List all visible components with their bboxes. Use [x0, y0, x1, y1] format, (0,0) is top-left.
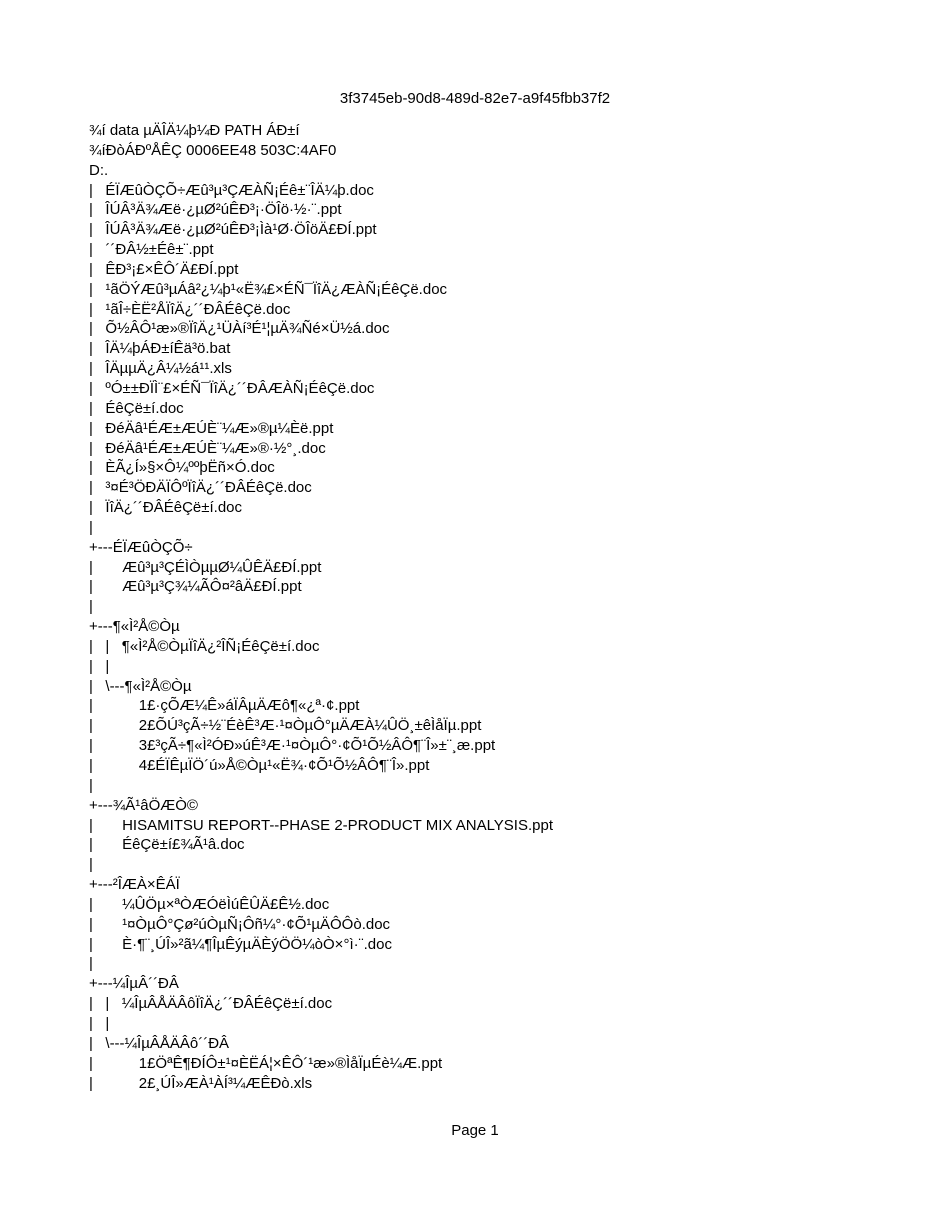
- tree-line: | ÉÏÆûÒÇÕ÷Æû³µ³ÇÆÀÑ¡Éê±¨ÎÄ¼þ.doc: [89, 181, 374, 199]
- tree-line: | ¼ÛÖµ×ªÒÆÓëÌúÊÛÄ£Ê½.doc: [89, 895, 330, 913]
- tree-line: +---ÉÏÆûÒÇÕ÷: [89, 538, 193, 556]
- tree-line: | ³¤É³ÖÐÄÏÔºÏîÄ¿´´ÐÂÉêÇë.doc: [89, 479, 312, 497]
- tree-line: |: [89, 856, 93, 874]
- tree-line: | 2£¸ÚÎ»ÆÀ¹ÀÍ³¼ÆÊÐò.xls: [89, 1074, 313, 1092]
- tree-line: | 4£ÉÏÊµÏÖ´ú»Å©Òµ¹«Ë¾·¢Õ¹Õ½ÂÔ¶¨Î».ppt: [89, 757, 430, 774]
- tree-line: ¾íÐòÁÐºÅÊÇ 0006EE48 503C:4AF0: [89, 141, 337, 159]
- tree-line: | |: [89, 1014, 110, 1032]
- tree-line: | ÎÄµµÄ¿Â¼½á¹¹.xls: [89, 360, 232, 378]
- tree-line: |: [89, 955, 93, 973]
- tree-line: | È·¶¨¸ÚÎ»²ã¼¶ÎµÊýµÄÈýÖÖ¼òÒ×°ì·¨.doc: [89, 935, 392, 953]
- tree-line: +---¶«Ì²Å©Òµ: [89, 618, 180, 636]
- tree-line: | 3£³çÃ÷¶«Ì²ÓÐ»úÊ³Æ·¹¤ÒµÔ°·¢Õ¹Õ½ÂÔ¶¨Î»±¨¸æ.ppt: [89, 737, 496, 755]
- tree-line: ¾í data µÄÎÄ¼þ¼Ð PATH ÁÐ±í: [89, 122, 300, 139]
- tree-line: | |: [89, 657, 110, 675]
- tree-line: |: [89, 518, 93, 536]
- tree-line: | Õ½ÂÔ¹æ»®ÏîÄ¿¹ÜÀí³É¹¦µÄ¾Ñé×Ü½á.doc: [89, 320, 390, 338]
- tree-line: | ¹ãÖÝÆû³µÁâ²¿¼þ¹«Ë¾£×ÉÑ¯ÏîÄ¿ÆÀÑ¡ÉêÇë.doc: [89, 280, 448, 298]
- tree-line: | 1£·çÕÆ¼Ê»áÏÂµÄÆô¶«¿ª·¢.ppt: [89, 697, 360, 715]
- tree-line: |: [89, 776, 93, 794]
- tree-line: | ÊÐ³¡£×ÊÔ´Ä£ÐÍ.ppt: [89, 260, 239, 278]
- tree-line: |: [89, 598, 93, 616]
- document-header-title: 3f3745eb-90d8-489d-82e7-a9f45fbb37f2: [339, 90, 611, 107]
- tree-line: | ÈÃ¿Í»§×Ô¼ººþËñ×Ó.doc: [89, 459, 275, 477]
- tree-line: | ÐéÄâ¹ÉÆ±ÆÚÈ¨¼Æ»®µ¼Èë.ppt: [89, 419, 334, 437]
- tree-line: +---¾Ã¹âÖÆÒ©: [89, 796, 198, 814]
- tree-line: | | ¶«Ì²Å©ÒµÏîÄ¿²ÎÑ¡ÉêÇë±í.doc: [89, 637, 320, 655]
- tree-line: | Æû³µ³Ç¾¼ÃÔ¤²âÄ£ÐÍ.ppt: [89, 578, 302, 596]
- tree-line: | \---¼ÎµÂÅÄÂô´´ÐÂ: [89, 1034, 230, 1052]
- tree-line: | ´´ÐÂ½±Éê±¨.ppt: [89, 241, 214, 259]
- tree-line: | | ¼ÎµÂÅÄÂôÏîÄ¿´´ÐÂÉêÇë±í.doc: [89, 995, 333, 1013]
- tree-line: | Æû³µ³ÇÉÌÒµµØ¼ÛÊÄ£ÐÍ.ppt: [89, 558, 322, 576]
- tree-line: | ¹¤ÒµÔ°Çø²úÒµÑ¡Ôñ¼°·¢Õ¹µÄÔÔò.doc: [89, 915, 391, 933]
- tree-line: | HISAMITSU REPORT--PHASE 2-PRODUCT MIX ANALYSIS.ppt: [89, 816, 554, 834]
- tree-line: | ÎÚÂ³Ä¾Æë·¿µØ²úÊÐ³¡·ÖÎö·½·¨.ppt: [89, 201, 342, 219]
- tree-line: +---¼ÎµÂ´´ÐÂ: [89, 975, 179, 993]
- tree-line: | 2£ÕÚ³çÃ÷½¨ÉèÊ³Æ·¹¤ÒµÔ°µÄÆÀ¼ÛÖ¸±êÌåÏµ.ppt: [89, 717, 482, 735]
- tree-line: | ºÓ±±ÐÏÌ¨£×ÉÑ¯ÏîÄ¿´´ÐÂÆÀÑ¡ÉêÇë.doc: [89, 379, 375, 397]
- page-number: Page 1: [451, 1122, 499, 1139]
- tree-line: | ÎÄ¼þÁÐ±íÊä³ö.bat: [89, 340, 231, 358]
- tree-line: | ¹ãÎ÷ÈË²ÅÏîÄ¿´´ÐÂÉêÇë.doc: [89, 300, 291, 318]
- tree-line: | ÏîÄ¿´´ÐÂÉêÇë±í.doc: [89, 499, 243, 517]
- tree-line: | ÉêÇë±í.doc: [89, 399, 184, 417]
- tree-line: D:.: [89, 161, 109, 179]
- tree-line: | ÎÚÂ³Ä¾Æë·¿µØ²úÊÐ³¡Ìà¹Ø·ÖÎöÄ£ÐÍ.ppt: [89, 221, 377, 239]
- tree-line: +---²ÎÆÀ×ÊÁÏ: [89, 876, 180, 894]
- tree-line: | \---¶«Ì²Å©Òµ: [89, 677, 192, 695]
- tree-line: | ÐéÄâ¹ÉÆ±ÆÚÈ¨¼Æ»®·½°¸.doc: [89, 439, 326, 457]
- tree-line: | ÉêÇë±í£¾Ã¹â.doc: [89, 836, 245, 854]
- directory-tree-listing: [89, 121, 930, 1093]
- tree-line: | 1£ÖªÊ¶ÐÍÔ±¹¤ÈËÁ¦×ÊÔ´¹æ»®ÌåÏµÉè¼Æ.ppt: [89, 1054, 443, 1072]
